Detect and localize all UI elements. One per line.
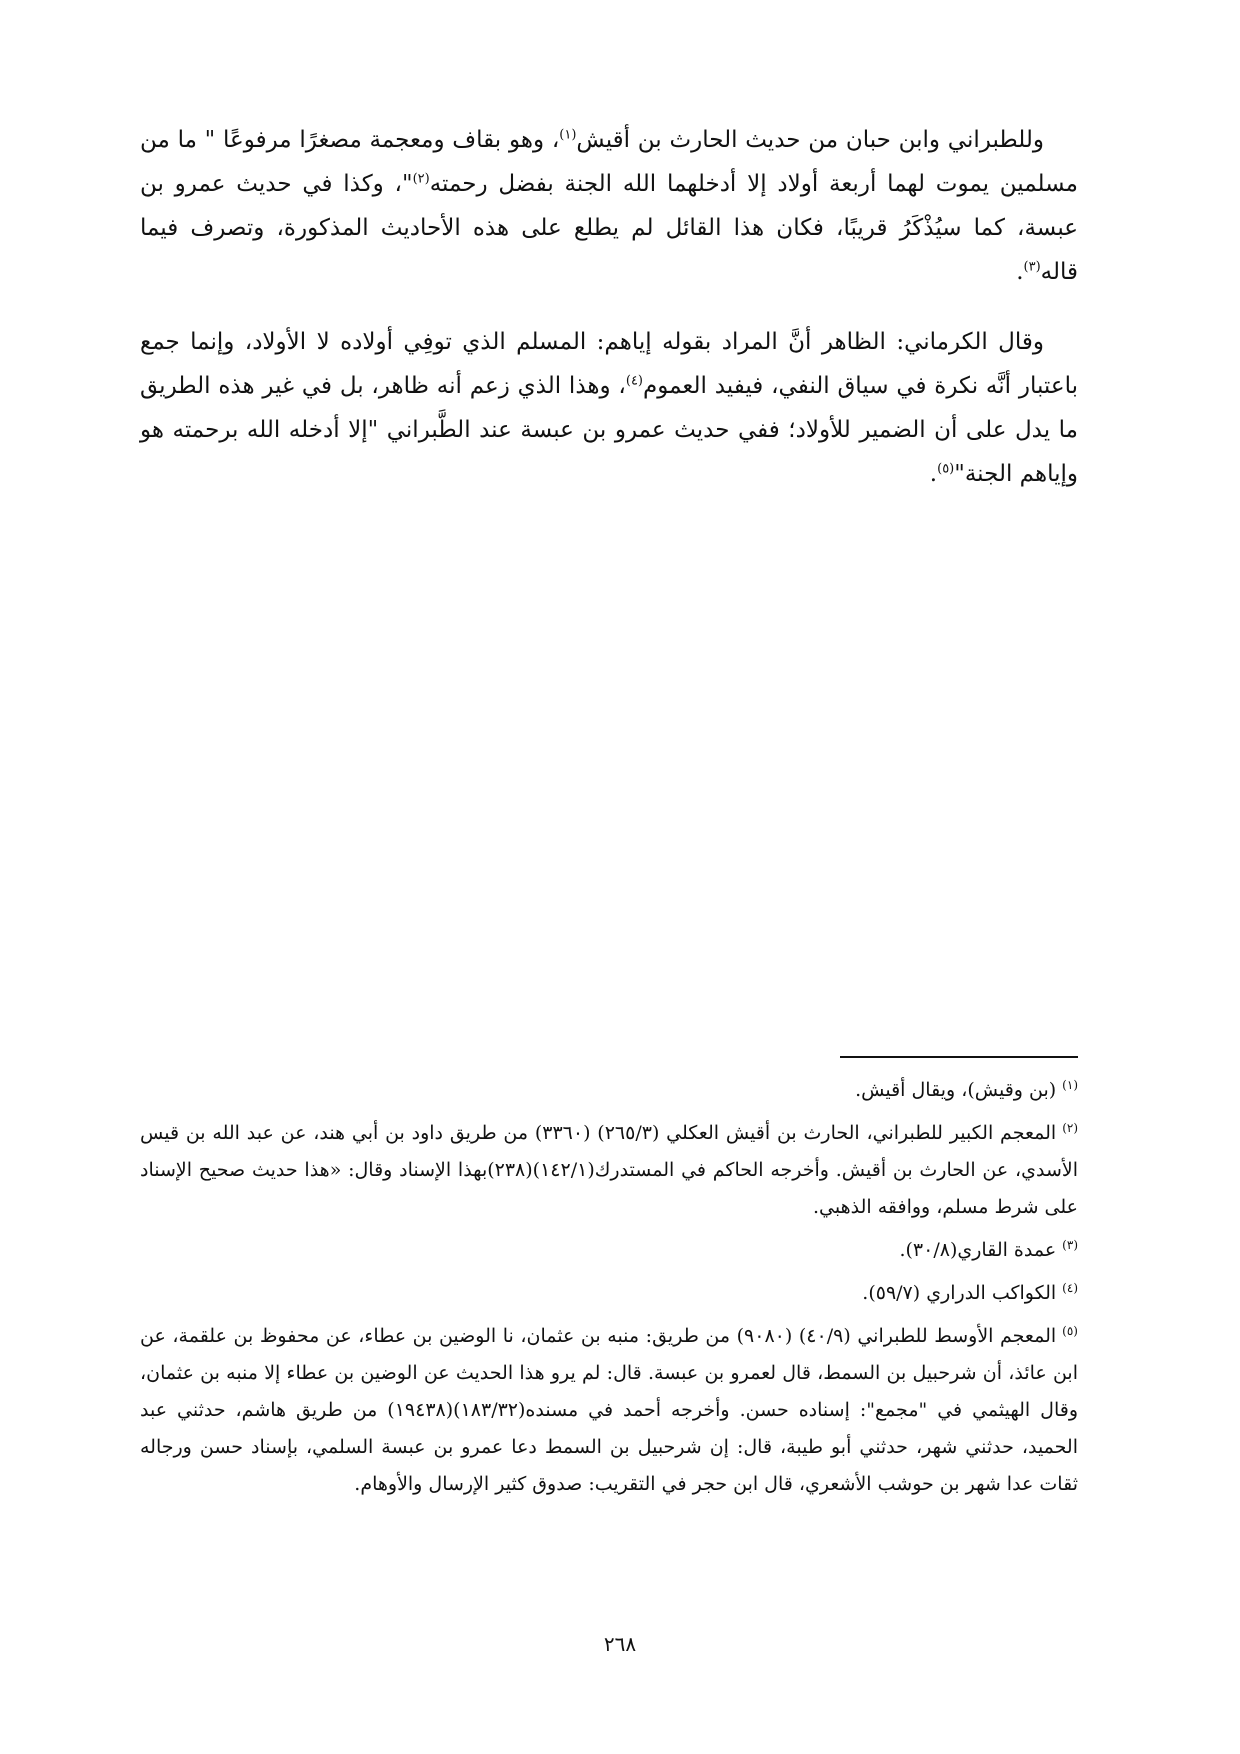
text-segment: . (929, 461, 938, 487)
footnote-separator (840, 1056, 1078, 1058)
footnote-mark: (٣) (1062, 1237, 1078, 1252)
paragraph (140, 320, 1078, 496)
text-segment: . (1016, 259, 1024, 285)
footnote-reference[interactable]: (٥) (937, 461, 955, 477)
footnote-mark: (١) (1062, 1077, 1078, 1092)
footnote (140, 1115, 1078, 1226)
footnote-reference[interactable]: (٢) (412, 171, 430, 187)
footnote (140, 1318, 1078, 1503)
footnote-text: المعجم الأوسط للطبراني (٤٠/٩) (٩٠٨٠) من طريق: منبه بن عثمان، نا الوضين بن عطاء، عن محفوظ بن علقمة، عن ابن عائذ، أن شرحبيل بن السمط، قال لعمرو بن عبسة. قال: لم يرو هذا الحديث عن الوضين بن عطاء إلا منبه بن عثمان، وقال الهيثمي في "مجمع": إسناده حسن. وأخرجه أحمد في مسنده(١٨٣/٣٢)(١٩٤٣٨) من طريق هاشم، حدثني عبد الحميد، حدثني شهر، حدثني أبو طيبة، قال: إن شرحبيل بن السمط دعا عمرو بن عبسة السلمي، بإسناد حسن ورجاله ثقات عدا شهر بن حوشب الأشعري، قال ابن حجر في التقريب: صدوق كثير الإرسال والأوهام. (140, 1325, 1078, 1495)
footnote-reference[interactable]: (٤) (625, 373, 643, 389)
footnote-text: (بن وقيش)، ويقال أقيش. (855, 1079, 1057, 1101)
text-segment: وللطبراني وابن حبان من حديث الحارث بن أقيش (576, 127, 1044, 153)
page-number: ٢٦٨ (603, 1632, 637, 1656)
footnote-text: الكواكب الدراري (٥٩/٧). (862, 1282, 1057, 1304)
footnote (140, 1072, 1078, 1109)
paragraph (140, 118, 1078, 294)
footnote-mark: (٤) (1062, 1280, 1078, 1295)
text-segment: "، وكذا في حديث عمرو بن عبسة، كما سيُذْكَرُ قريبًا، فكان هذا القائل لم يطلع على هذه الأحاديث المذكورة، وتصرف فيما قاله (140, 171, 1078, 285)
text-segment: ، وهو بقاف ومعجمة مصغرًا مرفوعًا " ما من مسلمين يموت لهما أربعة أولاد إلا أدخلهما الله الجنة بفضل رحمته (140, 127, 1078, 197)
footnotes (140, 1072, 1078, 1509)
footnote-reference[interactable]: (١) (559, 127, 577, 143)
footnote-mark: (٢) (1062, 1120, 1079, 1135)
footnote-mark: (٥) (1062, 1323, 1078, 1338)
main-text (140, 118, 1078, 522)
footnote-text: عمدة القاري(٣٠/٨). (899, 1239, 1057, 1261)
footnote (140, 1232, 1078, 1269)
text-segment: وقال الكرماني: الظاهر أنَّ المراد بقوله إياهم: المسلم الذي توفِي أولاده لا الأولاد، وإنما جمع باعتبار أنَّه نكرة في سياق النفي، فيفيد العموم (140, 329, 1078, 399)
text-segment: ، وهذا الذي زعم أنه ظاهر، بل في غير هذه الطريق ما يدل على أن الضمير للأولاد؛ ففي حديث عمرو بن عبسة عند الطَّبراني "إلا أدخله الله برحمته هو وإياهم الجنة" (140, 373, 1078, 487)
footnote-reference[interactable]: (٣) (1023, 259, 1041, 275)
footnote (140, 1275, 1078, 1312)
footnote-text: المعجم الكبير للطبراني، الحارث بن أقيش العكلي (٢٦٥/٣) (٣٣٦٠) من طريق داود بن أبي هند، عن عبد الله بن قيس الأسدي، عن الحارث بن أقيش. وأخرجه الحاكم في المستدرك(١٤٢/١)(٢٣٨)بهذا الإسناد وقال: «هذا حديث صحيح الإسناد على شرط مسلم، ووافقه الذهبي. (140, 1122, 1078, 1218)
